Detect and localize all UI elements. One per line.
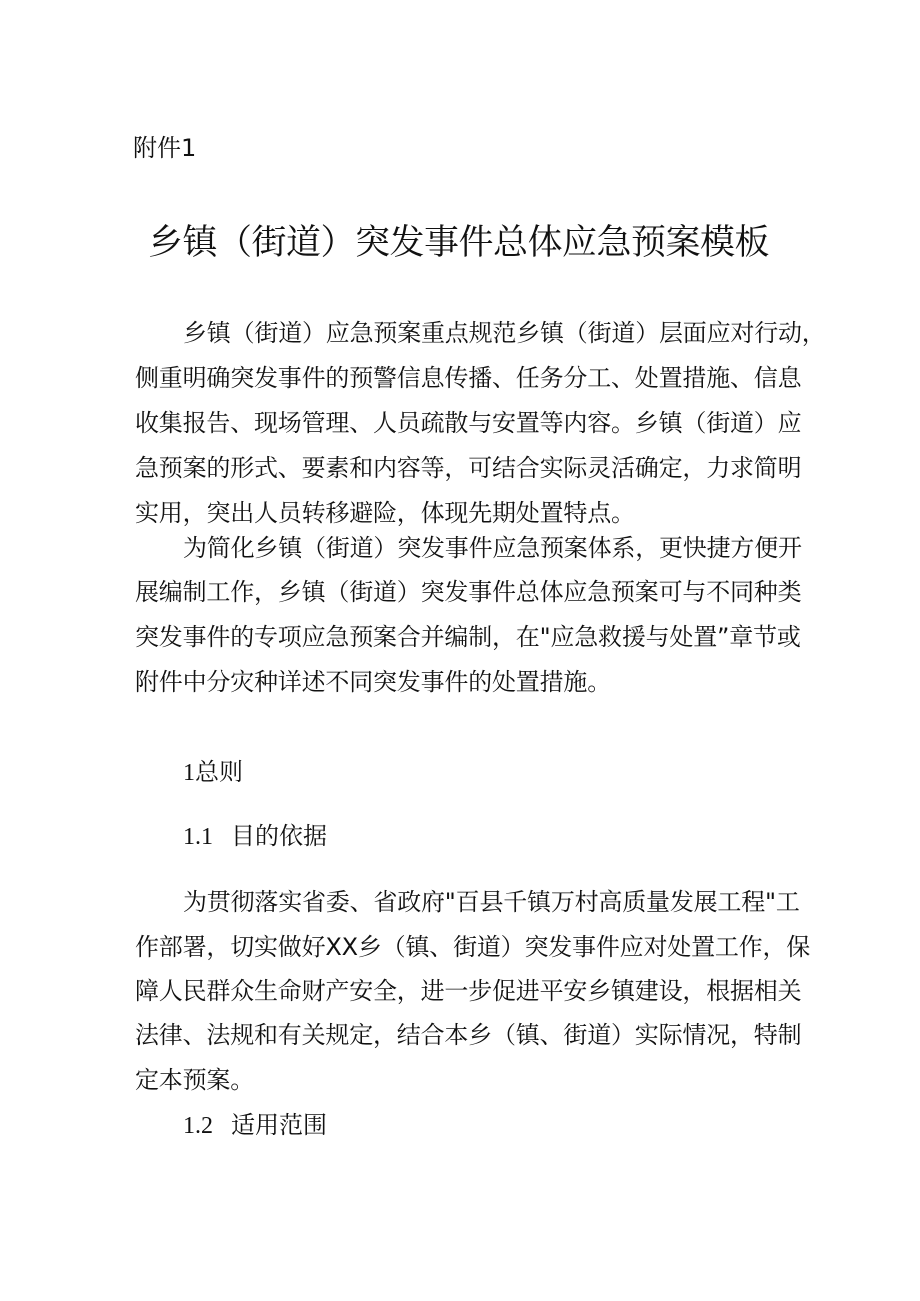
intro-p2-line-1: 为简化乡镇（街道）突发事件应急预案体系，更快捷方便开	[183, 534, 802, 562]
section-1-1-number: 1.1	[183, 824, 213, 850]
attachment-label: 附件1	[133, 134, 197, 162]
intro-p2-line-2: 展编制工作，乡镇（街道）突发事件总体应急预案可与不同种类	[135, 578, 802, 606]
section-1-number: 1	[183, 760, 195, 786]
section-1-1-line-3: 障人民群众生命财产安全，进一步促进平安乡镇建设，根据相关	[135, 977, 802, 1005]
intro-p1-line-2: 侧重明确突发事件的预警信息传播、任务分工、处置措施、信息	[135, 364, 802, 392]
section-1-1-title: 目的依据	[231, 822, 327, 850]
intro-p2-line-4: 附件中分灾种详述不同突发事件的处置措施。	[135, 668, 611, 696]
section-1-1-line-1: 为贯彻落实省委、省政府"百县千镇万村高质量发展工程"工	[183, 888, 800, 916]
intro-p1-line-1: 乡镇（街道）应急预案重点规范乡镇（街道）层面应对行动，	[183, 319, 826, 347]
section-1-1-line-2: 作部署，切实做好XX乡（镇、街道）突发事件应对处置工作，保	[135, 933, 811, 961]
intro-p1-line-5: 实用，突出人员转移避险，体现先期处置特点。	[135, 499, 635, 527]
section-1-2-number: 1.2	[183, 1113, 213, 1139]
section-1-2-heading	[183, 1108, 327, 1143]
document-title: 乡镇（街道）突发事件总体应急预案模板	[148, 223, 770, 263]
intro-p1-line-4: 急预案的形式、要素和内容等，可结合实际灵活确定，力求简明	[135, 454, 802, 482]
section-1-heading	[183, 755, 243, 790]
intro-p1-line-3: 收集报告、现场管理、人员疏散与安置等内容。乡镇（街道）应	[135, 409, 802, 437]
section-1-1-line-4: 法律、法规和有关规定，结合本乡（镇、街道）实际情况，特制	[135, 1021, 802, 1049]
section-1-1-line-5: 定本预案。	[135, 1066, 254, 1094]
section-1-title: 总则	[195, 758, 243, 786]
intro-p2-line-3: 突发事件的专项应急预案合并编制，在"应急救援与处置”章节或	[135, 623, 801, 651]
section-1-2-title: 适用范围	[231, 1111, 327, 1139]
section-1-1-heading	[183, 819, 327, 854]
